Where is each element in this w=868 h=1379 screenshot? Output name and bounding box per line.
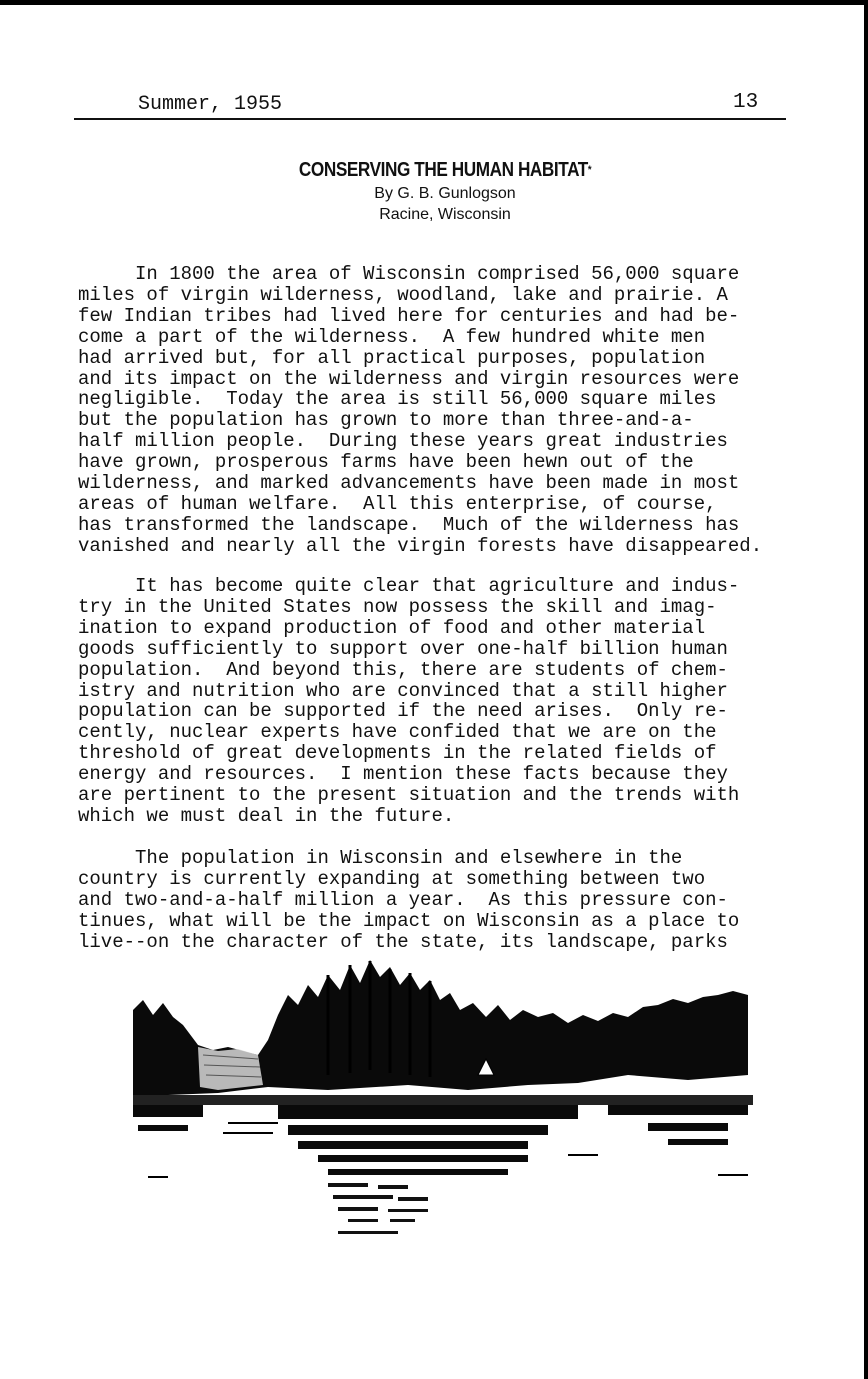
- article-heading: [200, 157, 690, 225]
- article-title: CONSERVING THE HUMAN HABITAT*: [298, 159, 592, 181]
- paragraph-3: The population in Wisconsin and elsewhere in the country is currently expanding at something between two and two-and-a-half million a year. As this pressure con- tinues, what will be the impact on Wisconsin as a place to live--on the character of the state, its landscape, parks: [78, 847, 740, 953]
- author-byline: By G. B. Gunlogson: [374, 185, 516, 202]
- footnote-mark: *: [587, 164, 592, 176]
- header-rule: [74, 118, 786, 120]
- paragraph-2: It has become quite clear that agriculture and indus- try in the United States now possess the skill and imag- ination to expand production of food and other material goods sufficiently to support over one-half billion human population. And beyond this, there are students of chem- istry and nutrition who are convinced that a still higher population can be supported if the need arises. Only re- cently, nuclear experts have confided that we are on the threshold of great developments in the related fields of energy and resources. I mention these facts because they are pertinent to the present situation and the trends with which we must deal in the future.: [78, 575, 740, 827]
- paragraph-1: In 1800 the area of Wisconsin comprised 56,000 square miles of virgin wilderness, woodland, lake and prairie. A few Indian tribes had lived here for centuries and had be- come a part of the wilderness. A few hundred white men had arrived but, for all practical purposes, population and its impact on the wilderness and virgin resources were negligible. Today the area is still 56,000 square miles but the population has grown to more than three-and-a- half million people. During these years great industries have grown, prosperous farms have been hewn out of the wilderness, and marked advancements have been made in most areas of human welfare. All this enterprise, of course, has transformed the landscape. Much of the wilderness has vanished and nearly all the virgin forests have disappeared.: [78, 263, 763, 557]
- page-number: 13: [733, 91, 759, 114]
- author-location: Racine, Wisconsin: [379, 206, 511, 223]
- lake-forest-illustration: [128, 955, 758, 1255]
- issue-date: Summer, 1955: [138, 93, 283, 116]
